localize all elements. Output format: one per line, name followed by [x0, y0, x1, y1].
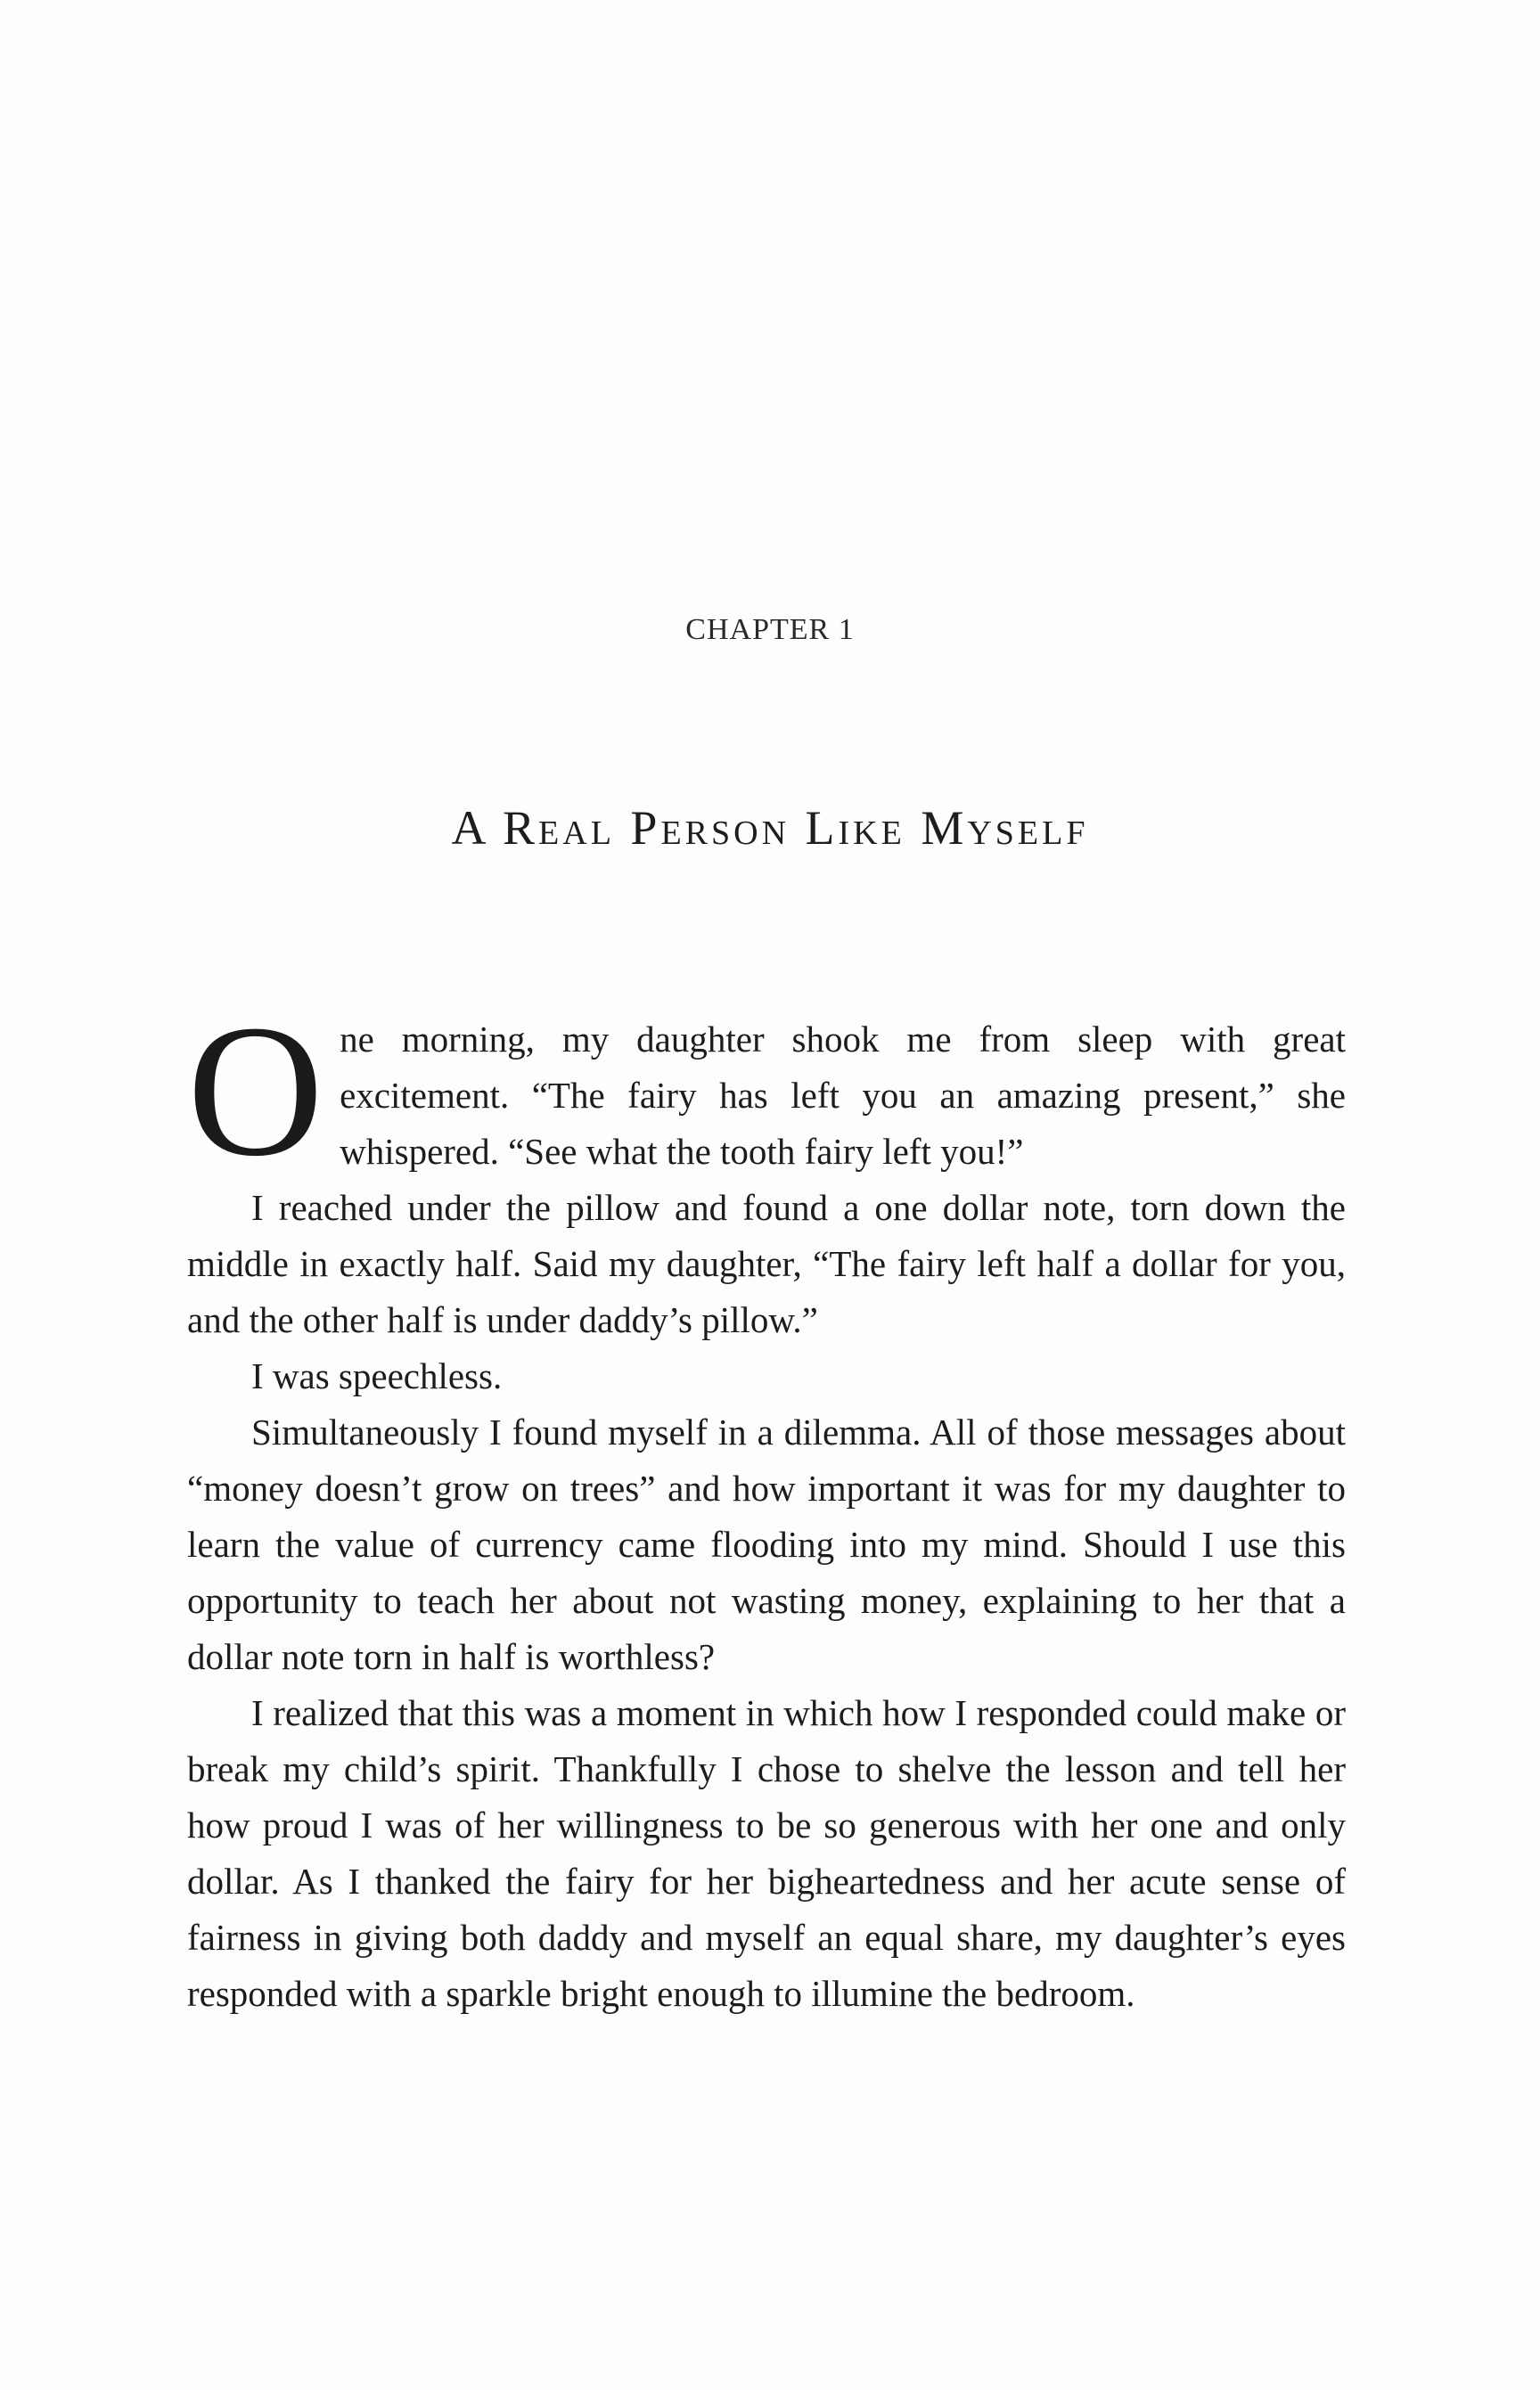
chapter-title: A Real Person Like Myself — [451, 801, 1089, 855]
paragraph-4: Simultaneously I found myself in a dilemma. All of those messages about “money doesn’t grow on trees” and how important it was for my daughter to learn the value of currency came flooding into my mind. Should I use this opportunity to teach her about not wasting money, explaining to her that a dollar note torn in half is worthless? — [187, 1412, 1346, 1677]
paragraph-2: I reached under the pillow and found a one dollar note, torn down the middle in exactly half. Said my daughter, “The fairy left half a dollar for you, and the other half is under daddy’s pillow.” — [187, 1187, 1346, 1340]
drop-cap: O — [187, 986, 324, 1195]
chapter-body — [187, 986, 1346, 2022]
paragraph-5: I realized that this was a moment in which how I responded could make or break my child’s spirit. Thankfully I chose to shelve the lesson and tell her how proud I was of her willingness to be so generous with her one and only dollar. As I thanked the fairy for her bigheartedness and her acute sense of fairness in giving both daddy and myself an equal share, my daughter’s eyes responded with a sparkle bright enough to illumine the bedroom. — [187, 1692, 1346, 2014]
paragraph-1-text: ne morning, my daughter shook me from sleep with great excitement. “The fairy has left you an amazing present,” she whispered. “See what the tooth fairy left you!” — [340, 1019, 1346, 1172]
paragraph-3: I was speechless. — [251, 1355, 503, 1396]
chapter-number: CHAPTER 1 — [685, 613, 855, 646]
paragraph-1 — [187, 986, 1346, 1195]
